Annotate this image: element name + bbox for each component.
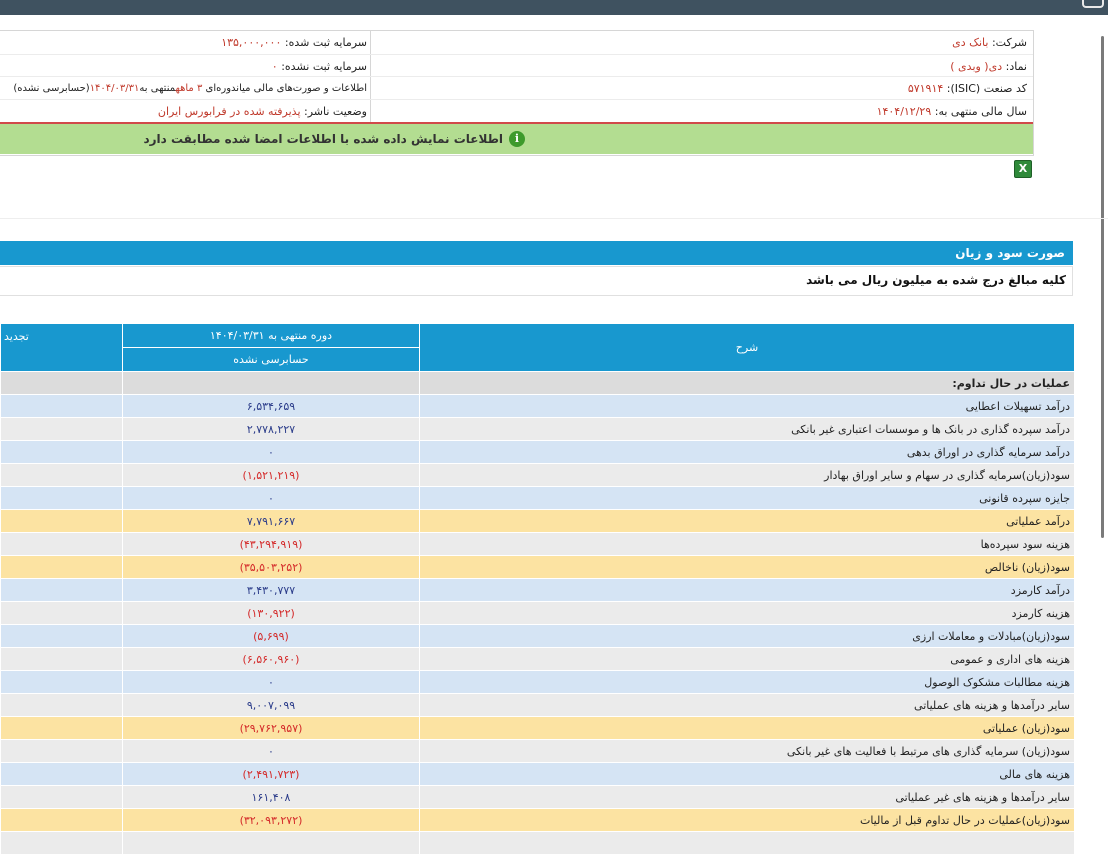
description-cell: عملیات در حال تداوم: [420, 372, 1075, 395]
symbol-value: دی( وبدی ) [950, 60, 1003, 73]
amount-cell: (۵,۶۹۹) [123, 625, 420, 648]
amount-cell: ۹,۰۰۷,۰۹۹ [123, 694, 420, 717]
description-cell: سایر درآمدها و هزینه های غیر عملیاتی [420, 786, 1075, 809]
description-cell: درآمد کارمزد [420, 579, 1075, 602]
company-label: شرکت: [991, 36, 1027, 49]
table-row [1, 487, 1075, 510]
restated-cell [1, 441, 123, 464]
isic-field [908, 82, 1027, 96]
company-info-panel [0, 30, 1034, 156]
restated-cell [1, 763, 123, 786]
symbol-label: نماد: [1005, 60, 1027, 73]
description-cell: سود(زیان) ناخالص [420, 556, 1075, 579]
description-cell: جایزه سپرده قانونی [420, 487, 1075, 510]
description-cell: هزینه سود سپرده‌ها [420, 533, 1075, 556]
restated-cell [1, 418, 123, 441]
row-divider [0, 99, 1033, 100]
description-cell: هزینه های مالی [420, 763, 1075, 786]
publisher-status-value: پذیرفته شده در فرابورس ایران [157, 105, 301, 118]
restated-cell [1, 648, 123, 671]
table-row [1, 602, 1075, 625]
restated-cell [1, 395, 123, 418]
table-row [1, 648, 1075, 671]
column-divider [370, 31, 371, 123]
publisher-status-label: وضعیت ناشر: [304, 105, 367, 118]
description-cell: هزینه کارمزد [420, 602, 1075, 625]
amount-cell: (۴۳,۲۹۴,۹۱۹) [123, 533, 420, 556]
restated-cell [1, 602, 123, 625]
restated-cell [1, 740, 123, 763]
statement-title-bar [0, 241, 1073, 265]
registered-capital-label: سرمایه ثبت شده: [284, 36, 367, 49]
fiscal-year-label: سال مالی منتهی به: [934, 105, 1027, 118]
publisher-status-field [158, 105, 367, 119]
description-cell [420, 832, 1075, 855]
description-cell: درآمد سپرده گذاری در بانک ها و موسسات اعتباری غیر بانکی [420, 418, 1075, 441]
description-cell: درآمد تسهیلات اعطایی [420, 395, 1075, 418]
report-desc-text: منتهی به [139, 83, 176, 94]
restated-cell [1, 464, 123, 487]
amount-cell: ۰ [123, 441, 420, 464]
table-row [1, 464, 1075, 487]
report-description [13, 82, 367, 96]
unit-note-text: کلیه مبالغ درج شده به میلیون ریال می باشد [806, 273, 1066, 287]
table-row [1, 579, 1075, 602]
unregistered-capital-value: ۰ [271, 60, 278, 73]
isic-label: کد صنعت (ISIC): [946, 82, 1027, 95]
table-row [1, 694, 1075, 717]
income-statement-table [0, 323, 1075, 855]
restated-cell [1, 832, 123, 855]
scrollbar[interactable] [1101, 36, 1104, 538]
unit-note [0, 266, 1073, 296]
table-row [1, 786, 1075, 809]
restated-cell [1, 809, 123, 832]
table-row [1, 671, 1075, 694]
description-cell: سود(زیان)مبادلات و معاملات ارزی [420, 625, 1075, 648]
description-cell: سود(زیان)سرمایه گذاری در سهام و سایر اوراق بهادار [420, 464, 1075, 487]
table-row [1, 809, 1075, 832]
restated-cell [1, 625, 123, 648]
section-divider [0, 218, 1108, 219]
description-cell: سود(زیان)عملیات در حال تداوم قبل از مالیات [420, 809, 1075, 832]
table-row [1, 556, 1075, 579]
top-bar [0, 0, 1108, 15]
description-column-header: شرح [420, 324, 1075, 372]
amount-cell: ۲,۷۷۸,۲۲۷ [123, 418, 420, 441]
table-row [1, 533, 1075, 556]
report-desc-period: ۳ ماهه [175, 83, 203, 94]
restated-cell [1, 510, 123, 533]
amount-cell: ۱۶۱,۴۰۸ [123, 786, 420, 809]
restated-cell [1, 556, 123, 579]
table-row [1, 717, 1075, 740]
report-desc-text: اطلاعات و صورت‌های مالی میاندوره‌ای [205, 83, 367, 94]
amount-cell: (۳۵,۵۰۳,۲۵۲) [123, 556, 420, 579]
verification-alert [0, 124, 1033, 154]
restated-cell [1, 487, 123, 510]
table-row [1, 395, 1075, 418]
report-desc-date: ۱۴۰۴/۰۳/۳۱ [89, 83, 140, 94]
description-cell: درآمد سرمایه گذاری در اوراق بدهی [420, 441, 1075, 464]
registered-capital-value: ۱۳۵,۰۰۰,۰۰۰ [221, 36, 282, 49]
description-cell: سود(زیان) سرمایه گذاری های مرتبط با فعالیت های غیر بانکی [420, 740, 1075, 763]
amount-cell: ۰ [123, 740, 420, 763]
description-cell: سود(زیان) عملیاتی [420, 717, 1075, 740]
period-column-header: دوره منتهی به ۱۴۰۴/۰۳/۳۱ [123, 324, 420, 348]
amount-cell: ۳,۴۳۰,۷۷۷ [123, 579, 420, 602]
audit-status-header: حسابرسی نشده [123, 348, 420, 372]
fiscal-year-field [877, 105, 1027, 119]
table-row [1, 740, 1075, 763]
restated-cell [1, 717, 123, 740]
info-icon: i [509, 131, 525, 147]
table-row [1, 418, 1075, 441]
user-icon[interactable] [1082, 0, 1104, 8]
company-value: بانک دی [952, 36, 989, 49]
table-row [1, 832, 1075, 855]
amount-cell: (۲,۴۹۱,۷۲۳) [123, 763, 420, 786]
amount-cell: ۶,۵۳۴,۶۵۹ [123, 395, 420, 418]
table-row [1, 441, 1075, 464]
amount-cell: (۱,۵۲۱,۲۱۹) [123, 464, 420, 487]
restated-cell [1, 533, 123, 556]
amount-cell: ۰ [123, 671, 420, 694]
unregistered-capital-label: سرمایه ثبت نشده: [281, 60, 367, 73]
amount-cell: (۲۹,۷۶۲,۹۵۷) [123, 717, 420, 740]
description-cell: هزینه مطالبات مشکوک الوصول [420, 671, 1075, 694]
amount-cell: ۰ [123, 487, 420, 510]
amount-cell: (۱۳۰,۹۲۲) [123, 602, 420, 625]
row-divider [0, 54, 1033, 55]
restated-cell [1, 786, 123, 809]
company-field [952, 36, 1027, 50]
fiscal-year-value: ۱۴۰۴/۱۲/۲۹ [876, 105, 932, 118]
unregistered-capital-field [272, 60, 367, 74]
amount-cell: ۷,۷۹۱,۶۶۷ [123, 510, 420, 533]
symbol-field [950, 60, 1027, 74]
restated-cell [1, 372, 123, 395]
table-row [1, 763, 1075, 786]
restated-cell [1, 694, 123, 717]
report-desc-audit: (حسابرسی نشده) [13, 83, 90, 94]
table-row [1, 625, 1075, 648]
amount-cell [123, 832, 420, 855]
description-cell: هزینه های اداری و عمومی [420, 648, 1075, 671]
registered-capital-field [221, 36, 367, 50]
amount-cell: (۶,۵۶۰,۹۶۰) [123, 648, 420, 671]
amount-cell: (۳۲,۰۹۳,۲۷۲) [123, 809, 420, 832]
restated-cell [1, 579, 123, 602]
statement-title: صورت سود و زیان [955, 246, 1065, 260]
table-row [1, 510, 1075, 533]
alert-text: اطلاعات نمایش داده شده با اطلاعات امضا شده مطابقت دارد [143, 132, 503, 146]
excel-icon[interactable]: X [1014, 160, 1032, 178]
row-divider [0, 76, 1033, 77]
restated-cell [1, 671, 123, 694]
isic-value: ۵۷۱۹۱۴ [907, 82, 944, 95]
table-row [1, 372, 1075, 395]
amount-cell [123, 372, 420, 395]
description-cell: سایر درآمدها و هزینه های عملیاتی [420, 694, 1075, 717]
description-cell: درآمد عملیاتی [420, 510, 1075, 533]
restated-column-header: تجدید [1, 324, 123, 372]
